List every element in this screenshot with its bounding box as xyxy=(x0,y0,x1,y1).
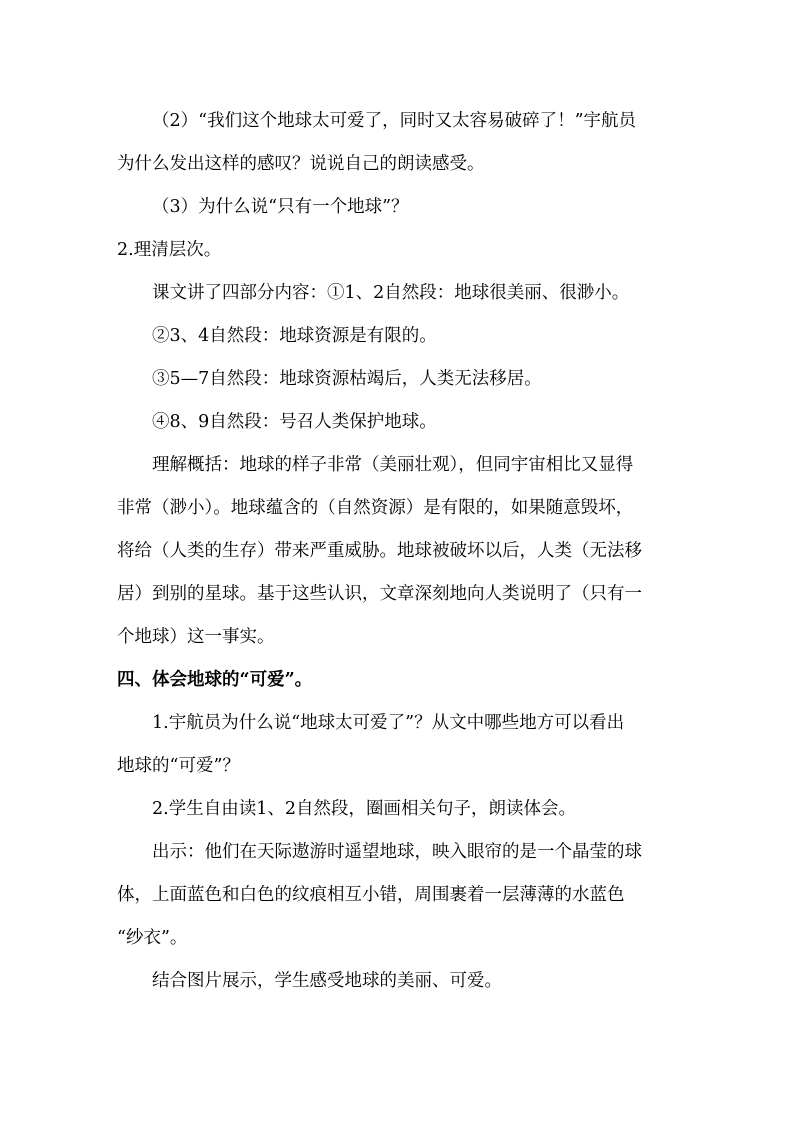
line: 结合图片展示，学生感受地球的美丽、可爱。 xyxy=(152,971,502,991)
line: 理解概括：地球的样子非常（美丽壮观），但同宇宙相比又显得 xyxy=(152,455,634,475)
line: 2.理清层次。 xyxy=(117,240,222,260)
question-2 xyxy=(117,100,683,186)
document-page xyxy=(117,100,683,1003)
line: 将给（人类的生存）带来严重威胁。地球被破坏以后，人类（无法移 xyxy=(117,541,642,561)
summary-paragraph xyxy=(117,444,683,659)
part-2 xyxy=(117,315,683,358)
show-paragraph xyxy=(117,831,683,960)
line: ②3、4自然段：地球资源是有限的。 xyxy=(152,326,437,346)
line: 为什么发出这样的感叹？说说自己的朗读感受。 xyxy=(117,154,485,174)
parts-intro xyxy=(117,272,683,315)
line: ③5—7自然段：地球资源枯竭后，人类无法移居。 xyxy=(152,369,542,389)
line: 1.宇航员为什么说“地球太可爱了”？从文中哪些地方可以看出 xyxy=(152,713,625,733)
section-4-question-1 xyxy=(117,702,683,788)
section-4-question-2 xyxy=(117,788,683,831)
step-2-heading xyxy=(117,229,683,272)
combine-paragraph xyxy=(117,960,683,1003)
line: ④8、9自然段：号召人类保护地球。 xyxy=(152,412,437,432)
line: （2）“我们这个地球太可爱了，同时又太容易破碎了！”宇航员 xyxy=(152,111,637,131)
line: 2.学生自由读1、2自然段，圈画相关句子，朗读体会。 xyxy=(152,799,576,819)
line: 个地球）这一事实。 xyxy=(117,627,275,647)
section-4-heading xyxy=(117,659,683,702)
line: 地球的“可爱”？ xyxy=(117,756,240,776)
part-4 xyxy=(117,401,683,444)
question-3 xyxy=(117,186,683,229)
line: 居）到别的星球。基于这些认识，文章深刻地向人类说明了（只有一 xyxy=(117,584,642,604)
line: 非常（渺小）。地球蕴含的（自然资源）是有限的，如果随意毁坏， xyxy=(117,498,634,518)
line: （3）为什么说“只有一个地球”？ xyxy=(152,197,409,217)
line: “纱衣”。 xyxy=(117,928,188,948)
line: 四、体会地球的“可爱”。 xyxy=(117,670,313,690)
part-3 xyxy=(117,358,683,401)
line: 课文讲了四部分内容：①1、2自然段：地球很美丽、很渺小。 xyxy=(152,283,630,303)
line: 体，上面蓝色和白色的纹痕相互小错，周围裹着一层薄薄的水蓝色 xyxy=(117,885,625,905)
line: 出示：他们在天际遨游时遥望地球，映入眼帘的是一个晶莹的球 xyxy=(152,842,642,862)
